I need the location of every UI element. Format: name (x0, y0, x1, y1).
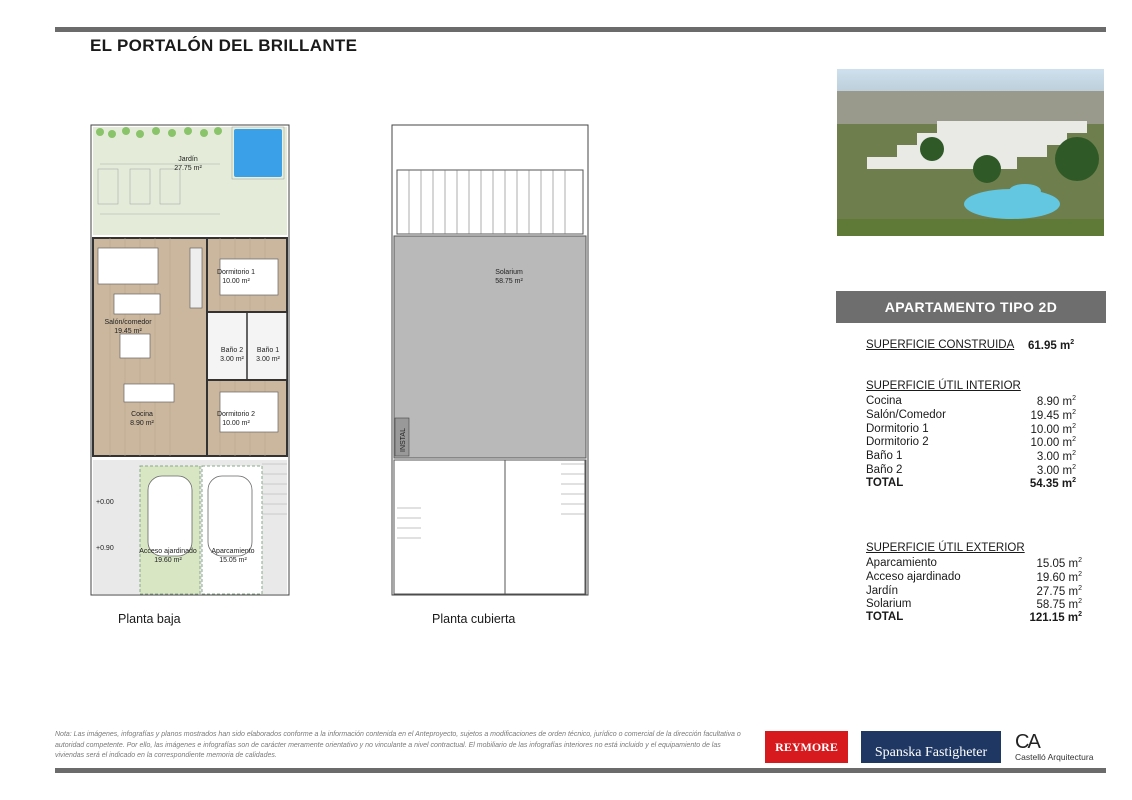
area-aparcamiento: 15.05 m² (219, 557, 247, 564)
area-row-label: Baño 1 (866, 450, 903, 463)
area-row-value: 10.00 $m^2$ (1030, 436, 1076, 450)
area-row (866, 409, 1076, 422)
area-jardin: 27.75 m² (174, 165, 202, 172)
legal-note: Nota: Las imágenes, infografías y planos mostrados han sido elaborados conforme a la información contenida en el Anteproyecto, sujetos a modificaciones de orden técnico, jurídico o comercial de la dirección facultativa o autoridad competente. Por ello, las imágenes e infografías son de carácter meramente orientativo y no vinculante a nivel contractual. El mobiliario de las infografías interiores no está incluido y el equipamiento de las viviendas será el indicado en la correspondiente memoria de calidades. (55, 731, 741, 759)
area-row-label: Aparcamiento (866, 557, 937, 569)
area-salon: 19.45 m² (114, 328, 142, 335)
area-row (866, 557, 1082, 570)
area-row-label: Solarium (866, 598, 912, 611)
label-cocina: Cocina (131, 411, 153, 418)
area-row-label: Salón/Comedor (866, 408, 946, 421)
area-row-label: Dormitorio 2 (866, 436, 929, 449)
area-acceso: 19.60 m² (154, 557, 182, 564)
area-row-value: 3.00 $m^2$ (1036, 450, 1076, 464)
castello-name: Castelló Arquitectura (1015, 752, 1094, 762)
superficie-construida-value: 61.95 $m^2$ (1028, 339, 1075, 352)
area-bano1: 3.00 m² (256, 356, 280, 363)
area-row (866, 450, 1076, 463)
label-aparcamiento: Aparcamiento (211, 548, 255, 555)
interior-title: SUPERFICIE ÚTIL INTERIOR (866, 380, 1021, 392)
aerial-render-image (837, 69, 1104, 236)
page-title: EL PORTALÓN DEL BRILLANTE (90, 36, 358, 55)
area-row-value: 15.05 $m^2$ (1036, 557, 1082, 570)
label-instal: INSTAL (400, 428, 407, 452)
ground-floor-plan (90, 124, 290, 596)
castello-logo (1015, 731, 1110, 765)
area-row-value: 19.45 $m^2$ (1030, 408, 1076, 422)
level-090: +0.90 (96, 545, 114, 552)
area-row (866, 436, 1076, 449)
label-planta-baja: Planta baja (118, 612, 181, 626)
apartment-type-heading: APARTAMENTO TIPO 2D (836, 291, 1106, 323)
area-dormitorio1: 10.00 m² (222, 278, 250, 285)
label-acceso: Acceso ajardinado (139, 548, 197, 555)
area-row-label: Acceso ajardinado (866, 570, 961, 583)
label-salon: Salón/comedor (104, 319, 152, 326)
area-row-label: Jardín (866, 584, 898, 597)
label-bano2: Baño 2 (220, 347, 244, 354)
roof-plan (391, 124, 591, 596)
label-bano1: Baño 1 (256, 347, 280, 354)
area-solarium: 58.75 m² (495, 278, 523, 285)
area-bano2: 3.00 m² (220, 356, 244, 363)
area-row (866, 571, 1082, 584)
label-planta-cubierta: Planta cubierta (432, 612, 516, 626)
reymore-logo: REYMORE (765, 731, 848, 763)
area-dormitorio2: 10.00 m² (222, 420, 250, 427)
exterior-total-row: TOTAL 121.15 $m^2$ (866, 611, 1082, 624)
level-000: +0.00 (96, 499, 114, 506)
bottom-rule (55, 768, 1106, 773)
area-row (866, 395, 1076, 408)
area-row (866, 423, 1076, 436)
area-row-value: 27.75 $m^2$ (1036, 584, 1082, 598)
superficie-construida-label: SUPERFICIE CONSTRUIDA (866, 339, 1015, 351)
area-row-value: 19.60 $m^2$ (1036, 570, 1082, 584)
label-jardin: Jardín (178, 156, 198, 163)
area-row (866, 464, 1076, 477)
label-solarium: Solarium (495, 269, 523, 276)
area-cocina: 8.90 m² (130, 420, 154, 427)
top-rule (55, 27, 1106, 32)
area-row-label: Dormitorio 1 (866, 422, 929, 435)
label-dormitorio2: Dormitorio 2 (216, 411, 256, 418)
area-row-value: 58.75 $m^2$ (1036, 598, 1082, 612)
area-row-value: 10.00 $m^2$ (1030, 422, 1076, 436)
area-row (866, 585, 1082, 598)
castello-mark: CA (1015, 731, 1039, 753)
exterior-title: SUPERFICIE ÚTIL EXTERIOR (866, 542, 1025, 554)
spanska-fastigheter-logo: Spanska Fastigheter (861, 731, 1001, 763)
area-row-value: 8.90 $m^2$ (1036, 395, 1076, 408)
interior-total-row: TOTAL 54.35 $m^2$ (866, 477, 1076, 490)
area-row-label: Cocina (866, 395, 902, 407)
area-row-label: Baño 2 (866, 464, 903, 476)
label-dormitorio1: Dormitorio 1 (216, 269, 256, 276)
area-row (866, 598, 1082, 611)
area-row-value: 3.00 $m^2$ (1036, 464, 1076, 477)
